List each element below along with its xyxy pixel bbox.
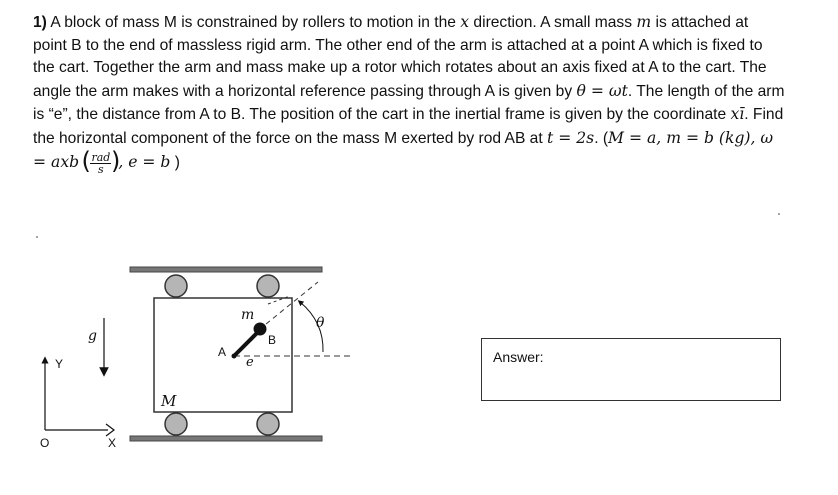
label-O: O [40, 436, 50, 450]
problem-text-1: A block of mass M is constrained by rollers to motion in the [46, 14, 461, 31]
problem-text-2: direction. A small mass [469, 14, 637, 31]
top-rail [130, 267, 322, 272]
label-X: X [108, 436, 117, 450]
problem-number: 1) [33, 14, 47, 31]
point-A [232, 354, 237, 359]
answer-label: Answer: [493, 349, 544, 365]
problem-text-4: . The length of the arm is “e”, the distance from A to B. The position of the cart in the inertial frame is given by the coordinate [33, 82, 785, 124]
label-theta: θ [316, 315, 325, 331]
roller-bottom-right [257, 413, 279, 435]
problem-text-5: . Find the horizontal component of the force on the mass M exerted by rod AB at [33, 106, 784, 147]
answer-box[interactable] [481, 338, 781, 401]
time-equation: t = 2s [547, 128, 595, 147]
units-numerator: ( rad [91, 150, 111, 164]
problem-text-6: . ( [594, 129, 609, 147]
label-g: g [88, 328, 97, 344]
roller-bottom-left [165, 413, 187, 435]
e-equation: , e = b [118, 152, 171, 171]
var-xi: xī [730, 105, 745, 124]
var-x: x [460, 13, 470, 31]
label-e: e [246, 355, 254, 370]
problem-text-7: ) [170, 153, 180, 171]
bottom-rail [130, 436, 322, 441]
label-M: M [161, 392, 177, 410]
theta-equation: θ = ωt [576, 81, 628, 100]
roller-top-left [165, 275, 187, 297]
label-B: B [268, 333, 277, 347]
roller-top-right [257, 275, 279, 297]
mass-m [254, 323, 267, 336]
label-A: A [218, 345, 227, 359]
problem-text-3: is attached at point B to the end of massless rigid arm. The other end of the arm is attached at a point A which is fixed to the cart. Together the arm and mass make up a rotor which rotates about an axis fixed at A to the cart. The angle the arm makes with a horizontal reference passing through A is given by [33, 14, 767, 100]
label-Y: Y [55, 357, 64, 371]
parameters: M = a, m = b (kg), ω = axb [33, 128, 774, 171]
var-m: m [636, 13, 652, 31]
label-m: m [241, 307, 255, 323]
units-denominator: s [98, 162, 104, 176]
